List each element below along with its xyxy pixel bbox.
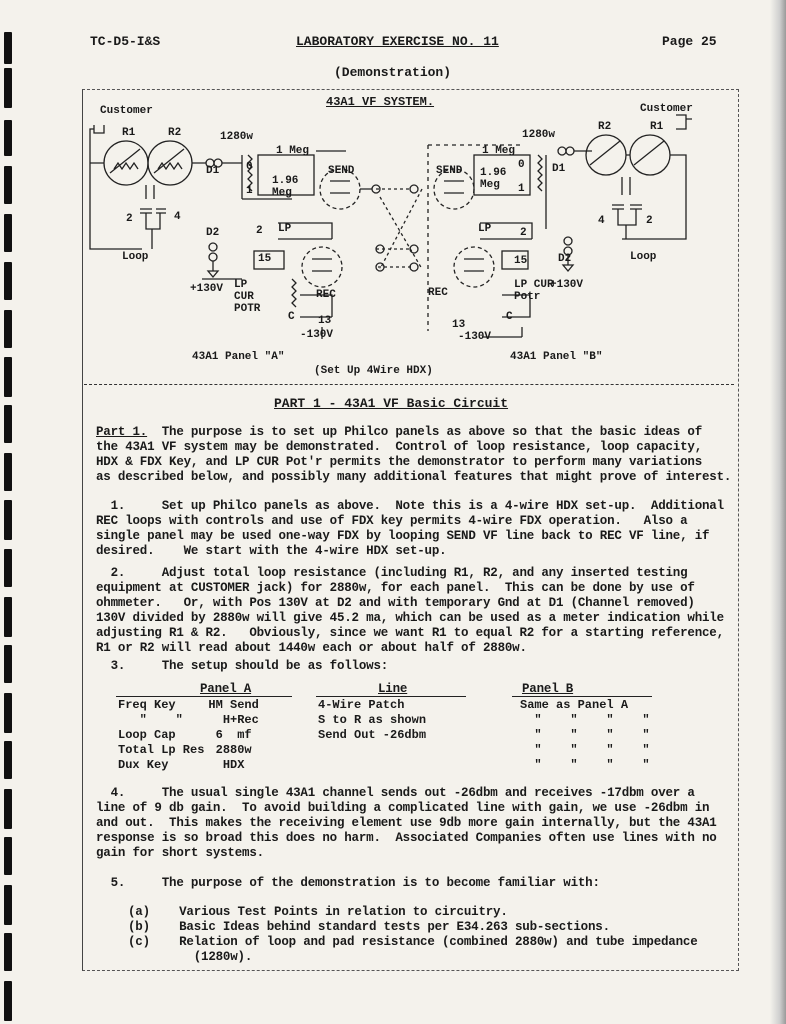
table-cell: Freq Key: [118, 697, 176, 712]
label-lp-cur-potr-left: LP CUR POTR: [234, 279, 261, 315]
table-row: [318, 697, 430, 712]
text-line: 1. Set up Philco panels as above. Note this is a 4-wire HDX set-up. Additional: [96, 499, 724, 513]
label-r2-right: R2: [598, 121, 612, 133]
table-cell: [318, 742, 430, 757]
text-line: R1 or R2 will read about 1440w each or about half of 2880w.: [96, 641, 527, 655]
label-2-right-panel: 2: [520, 227, 527, 239]
table-cell: Same as Panel A: [520, 697, 629, 712]
table-cell: Send Out -26dbm: [318, 727, 427, 742]
table-row: [318, 742, 430, 757]
table-row: [118, 727, 263, 742]
label-1meg-left: 1 Meg: [276, 145, 310, 157]
table-row: [118, 757, 263, 772]
label-rec-left: REC: [316, 289, 336, 301]
part1-label: Part 1.: [96, 425, 148, 439]
table-row: [118, 697, 263, 712]
label-lp-left: LP: [278, 223, 292, 235]
table-cell: Dux Key: [118, 757, 169, 772]
doc-id: TC-D5-I&S: [90, 34, 161, 49]
table-row: [520, 727, 654, 742]
label-rec-right: REC: [428, 287, 448, 299]
label-minus130-right: -130V: [458, 331, 492, 343]
table-cell: " " " ": [520, 712, 650, 727]
label-panel-b: 43A1 Panel "B": [510, 351, 603, 363]
table-cell: " ": [118, 712, 183, 727]
table-row: [118, 742, 263, 757]
text-line: line of 9 db gain. To avoid building a complicated line with gain, we use -26dbm in: [96, 801, 710, 815]
table-cell: " " " ": [520, 727, 650, 742]
label-196meg-left: 1.96 Meg: [272, 175, 299, 199]
label-cap-2-right: 2: [646, 215, 653, 227]
list-item: (b) Basic Ideas behind standard tests per E34.263 sub-sections.: [128, 920, 610, 934]
table-panel-b: [520, 697, 654, 772]
page-number: Page 25: [662, 34, 717, 49]
label-c-right: C: [506, 311, 513, 323]
text-line: and out. This makes the receiving element use 9db more gain internally, but the 43A1: [96, 816, 717, 830]
label-2-left-panel: 2: [256, 225, 263, 237]
circuit-diagram: [82, 89, 737, 384]
table-row: [520, 757, 654, 772]
diagram-divider: [84, 384, 734, 385]
label-0-right: 0: [518, 159, 525, 171]
label-1-right: 1: [518, 183, 525, 195]
label-1280w-right: 1280w: [522, 129, 556, 141]
label-15-right: 15: [514, 255, 528, 267]
label-196meg-right: 1.96 Meg: [480, 167, 507, 191]
table-cell: 6 mf: [208, 727, 252, 742]
label-r1-right: R1: [650, 121, 664, 133]
label-13-right: 13: [452, 319, 466, 331]
table-row: [318, 757, 430, 772]
table-cell: Total Lp Res: [118, 742, 205, 757]
label-customer-left: Customer: [100, 105, 153, 117]
label-1280w-left: 1280w: [220, 131, 254, 143]
table-header-panel-b: Panel B: [522, 682, 574, 696]
label-r1-left: R1: [122, 127, 136, 139]
table-cell: Loop Cap: [118, 727, 176, 742]
text-line: gain for short systems.: [96, 846, 264, 860]
label-0-left: 0: [246, 161, 253, 173]
table-cell: HM Send: [208, 697, 259, 712]
page-edge-shadow: [770, 0, 786, 1024]
label-plus130-right: +130V: [550, 279, 584, 291]
table-cell: " " " ": [520, 757, 650, 772]
table-cell: HDX: [208, 757, 245, 772]
label-1meg-right: 1 Meg: [482, 145, 516, 157]
paragraph-3: 3. The setup should be as follows:: [96, 659, 389, 673]
label-cap-4-left: 4: [174, 211, 181, 223]
part1-heading: PART 1 - 43A1 VF Basic Circuit: [274, 396, 509, 411]
label-d1-left: D1: [206, 165, 220, 177]
text-line: equipment at CUSTOMER jack) for 2880w, for each panel. This can be done by use of: [96, 581, 695, 595]
text-line: desired. We start with the 4-wire HDX set-up.: [96, 544, 447, 558]
table-cell: " " " ": [520, 742, 650, 757]
label-lp-right: LP: [478, 223, 492, 235]
table-cell: 2880w: [208, 742, 252, 757]
text-line: as described below, and possibly many additional features that might prove of interest.: [96, 470, 732, 484]
text-line: HDX & FDX Key, and LP CUR Pot'r permits the demonstrator to perform many variations: [96, 455, 703, 469]
table-header-panel-a: Panel A: [200, 682, 252, 696]
label-loop-right: Loop: [630, 251, 657, 263]
diagram-title: 43A1 VF SYSTEM.: [326, 95, 435, 109]
label-send-left: SEND: [328, 165, 355, 177]
text-line: adjusting R1 & R2. Obviously, since we want R1 to equal R2 for a starting reference,: [96, 626, 724, 640]
table-cell: 4-Wire Patch: [318, 697, 405, 712]
label-r2-left: R2: [168, 127, 182, 139]
table-row: [520, 712, 654, 727]
text-line: The purpose is to set up Philco panels as above so that the basic ideas of: [147, 425, 703, 439]
list-item: (a) Various Test Points in relation to circuitry.: [128, 905, 508, 919]
table-cell: S to R as shown: [318, 712, 427, 727]
page-title: LABORATORY EXERCISE NO. 11: [296, 34, 499, 49]
table-panel-a: [118, 697, 263, 772]
table-cell: [318, 757, 430, 772]
table-header-line: Line: [378, 682, 408, 696]
list-item: (1280w).: [128, 950, 253, 964]
label-cap-2-left: 2: [126, 213, 133, 225]
list-item: (c) Relation of loop and pad resistance (combined 2880w) and tube impedance: [128, 935, 698, 949]
text-line: 130V divided by 2880w will give 45.2 ma, which can be used as a meter indication while: [96, 611, 724, 625]
label-1-left: 1: [246, 185, 253, 197]
label-d1-right: D1: [552, 163, 566, 175]
label-plus130-left: +130V: [190, 283, 224, 295]
text-line: the 43A1 VF system may be demonstrated. Control of loop resistance, loop capacity,: [96, 440, 703, 454]
label-minus130-left: -130V: [300, 329, 334, 341]
text-line: response is so broad this does no harm. Associated Companies often use lines with no: [96, 831, 717, 845]
label-d2-left: D2: [206, 227, 220, 239]
label-setup-note: (Set Up 4Wire HDX): [314, 365, 433, 377]
table-row: [118, 712, 263, 727]
table-cell: H+Rec: [208, 712, 259, 727]
label-customer-right: Customer: [640, 103, 693, 115]
label-cap-4-right: 4: [598, 215, 605, 227]
table-row: [520, 742, 654, 757]
table-row: [520, 697, 654, 712]
text-line: ohmmeter. Or, with Pos 130V at D2 and with temporary Gnd at D1 (Channel removed): [96, 596, 695, 610]
table-row: [318, 727, 430, 742]
table-row: [318, 712, 430, 727]
page-subtitle: (Demonstration): [334, 65, 452, 80]
label-c-left: C: [288, 311, 295, 323]
text-line: single panel may be used one-way FDX by looping SEND VF line back to REC VF line, if: [96, 529, 710, 543]
text-line: 2. Adjust total loop resistance (including R1, R2, and any inserted testing: [96, 566, 688, 580]
paragraph-5: 5. The purpose of the demonstration is to become familiar with:: [96, 876, 600, 890]
label-loop-left: Loop: [122, 251, 149, 263]
label-lp-cur-potr-right: LP CUR Potr: [514, 279, 554, 303]
label-d2-right: D2: [558, 253, 572, 265]
table-line: [318, 697, 430, 772]
text-line: 4. The usual single 43A1 channel sends out -26dbm and receives -17dbm over a: [96, 786, 695, 800]
text-line: REC loops with controls and use of FDX key permits 4-wire FDX operation. Also a: [96, 514, 688, 528]
label-panel-a: 43A1 Panel "A": [192, 351, 285, 363]
label-15-left: 15: [258, 253, 272, 265]
label-send-right: SEND: [436, 165, 463, 177]
label-13-left: 13: [318, 315, 332, 327]
